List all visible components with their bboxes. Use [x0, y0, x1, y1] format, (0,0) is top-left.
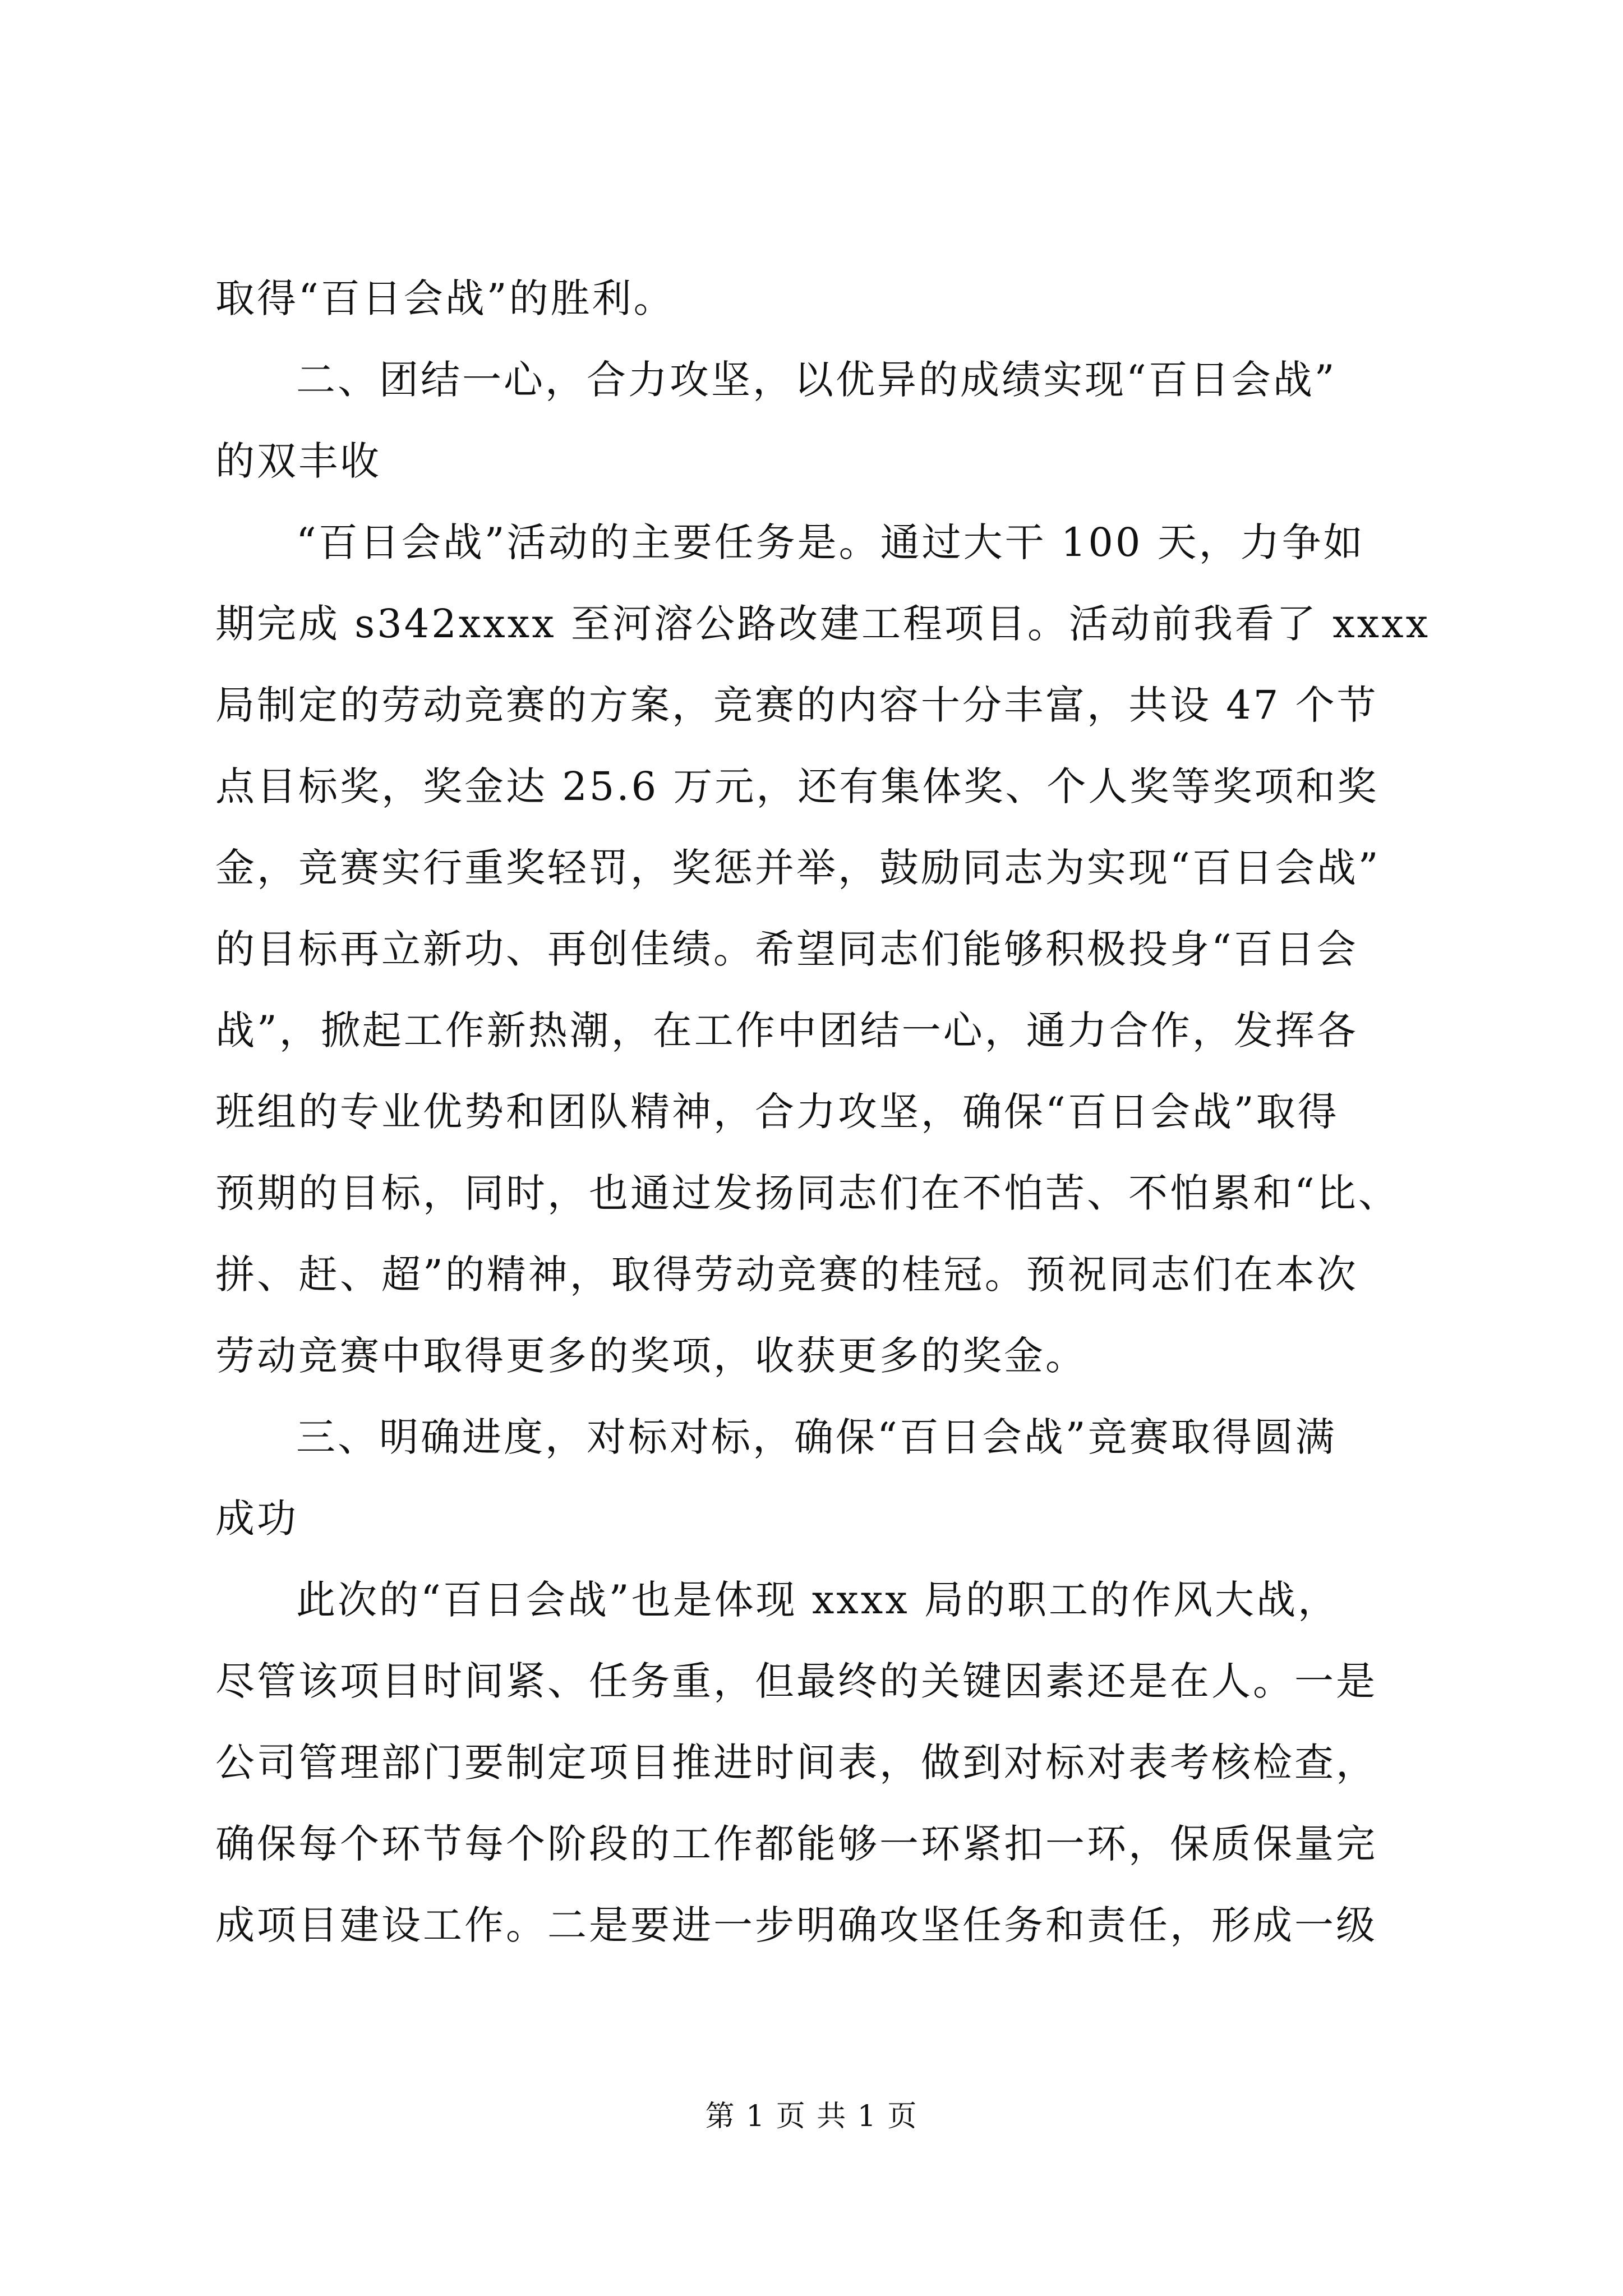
text-line: 班组的专业优势和团队精神，合力攻坚，确保“百日会战”取得 — [215, 1089, 1339, 1135]
text-line: 的双丰收 — [215, 438, 381, 484]
text-line: 拼、赶、超”的精神，取得劳动竞赛的桂冠。预祝同志们在本次 — [215, 1251, 1358, 1297]
text-line: 确保每个环节每个阶段的工作都能够一环紧扣一环，保质保量完 — [215, 1821, 1377, 1867]
text-line: 取得“百日会战”的胜利。 — [215, 275, 675, 321]
text-line: “百日会战”活动的主要任务是。通过大干 100 天，力争如 — [296, 519, 1365, 565]
text-line: 三、明确进度，对标对标，确保“百日会战”竞赛取得圆满 — [296, 1414, 1337, 1460]
document-body — [215, 258, 1431, 1966]
text-line: 局制定的劳动竞赛的方案，竞赛的内容十分丰富，共设 47 个节 — [215, 682, 1378, 728]
text-line: 公司管理部门要制定项目推进时间表，做到对标对表考核检查， — [215, 1740, 1377, 1786]
text-line: 二、团结一心，合力攻坚，以优异的成绩实现“百日会战” — [296, 357, 1337, 403]
text-line: 战”，掀起工作新热潮，在工作中团结一心，通力合作，发挥各 — [215, 1007, 1358, 1053]
text-line: 此次的“百日会战”也是体现 xxxx 局的职工的作风大战， — [296, 1577, 1339, 1623]
text-line: 点目标奖，奖金达 25.6 万元，还有集体奖、个人奖等奖项和奖 — [215, 763, 1379, 809]
text-line: 成功 — [215, 1496, 298, 1542]
page-footer: 第 1 页 共 1 页 — [705, 2100, 918, 2133]
text-line: 尽管该项目时间紧、任务重，但最终的关键因素还是在人。一是 — [215, 1658, 1377, 1704]
text-line: 劳动竞赛中取得更多的奖项，收获更多的奖金。 — [215, 1333, 1087, 1379]
text-line: 预期的目标，同时，也通过发扬同志们在不怕苦、不怕累和“比、 — [215, 1170, 1400, 1216]
text-line: 的目标再立新功、再创佳绩。希望同志们能够积极投身“百日会 — [215, 926, 1358, 972]
text-line: 期完成 s342xxxx 至河溶公路改建工程项目。活动前我看了 xxxx — [215, 601, 1431, 647]
text-line: 成项目建设工作。二是要进一步明确攻坚任务和责任，形成一级 — [215, 1902, 1377, 1948]
text-line: 金，竞赛实行重奖轻罚，奖惩并举，鼓励同志为实现“百日会战” — [215, 845, 1381, 891]
